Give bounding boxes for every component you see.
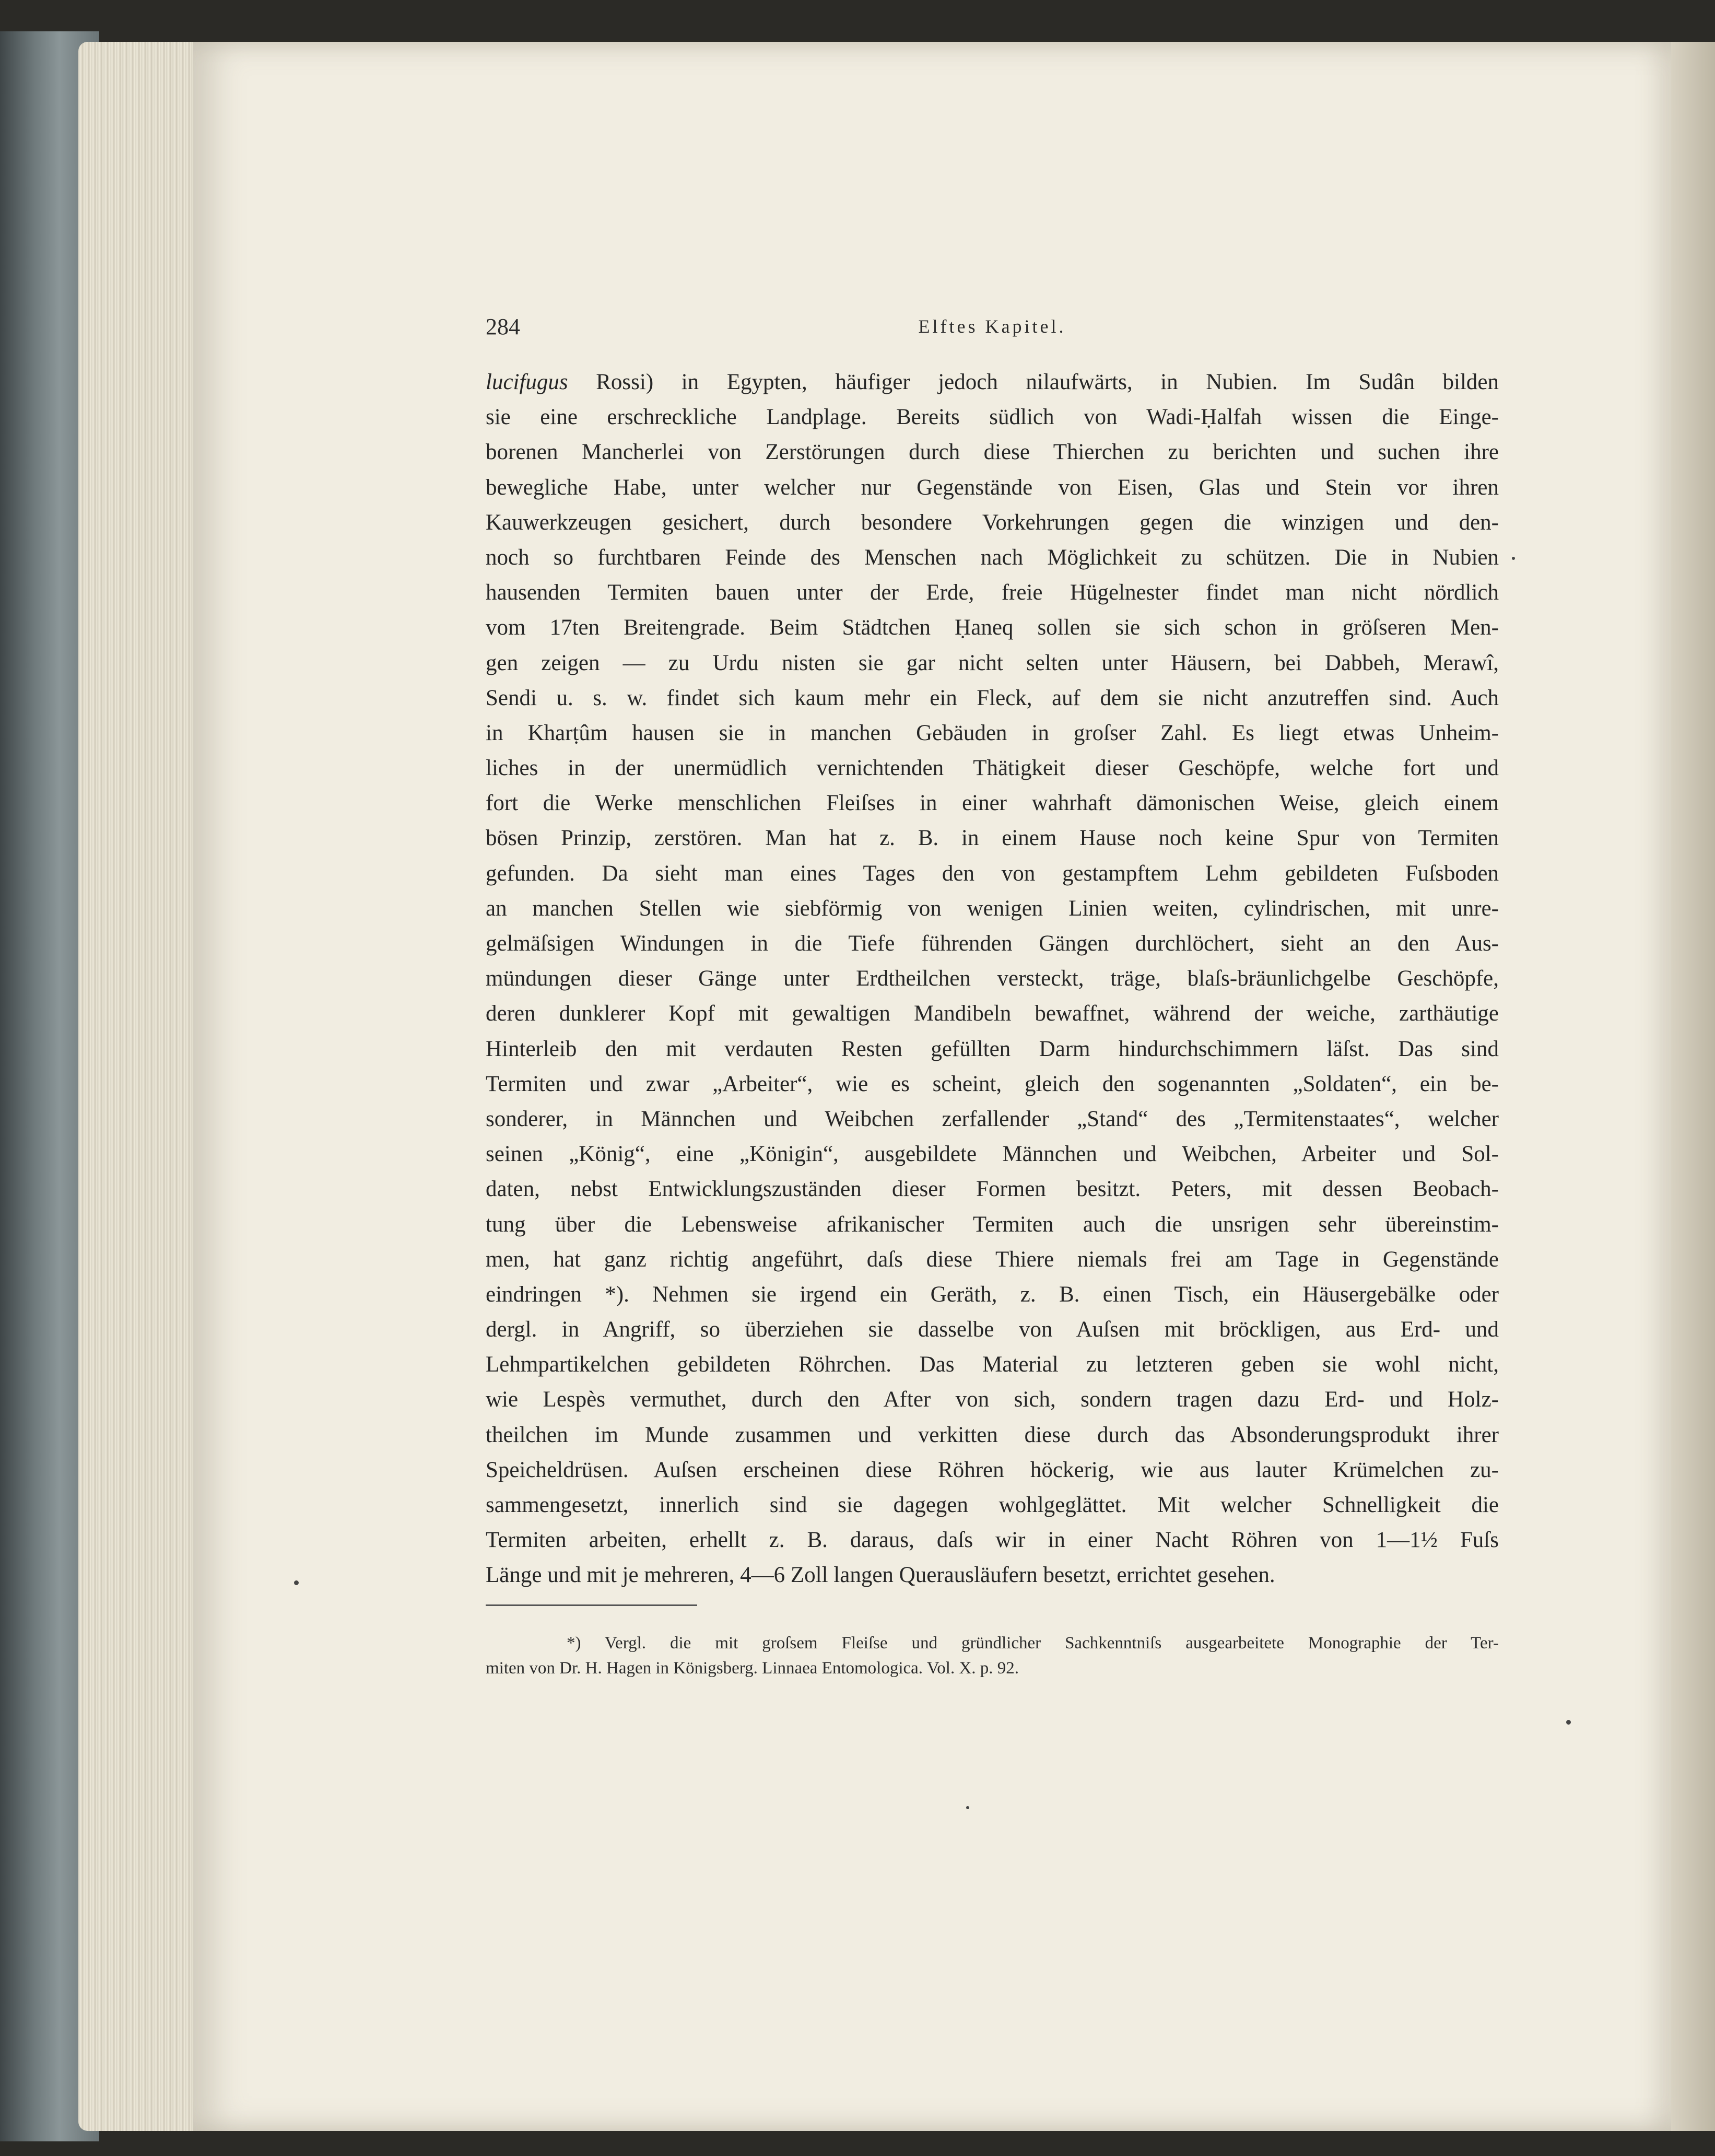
text-line: Sendi u. s. w. findet sich kaum mehr ein Fleck, auf dem sie nicht anzutreffen sind. Auch — [486, 685, 1499, 710]
text-line: mündungen dieser Gänge unter Erdtheilchen versteckt, träge, blaſs-bräunlichgelbe Geschöpfe, — [486, 966, 1499, 991]
facing-page-edge — [1671, 42, 1715, 2131]
text-line: sammengesetzt, innerlich sind sie dagegen wohlgeglättet. Mit welcher Schnelligkeit die — [486, 1493, 1499, 1517]
text-line: bewegliche Habe, unter welcher nur Gegenstände von Eisen, Glas und Stein vor ihren — [486, 475, 1499, 500]
text-line: Termiten arbeiten, erhellt z. B. daraus, daſs wir in einer Nacht Röhren von 1—1½ Fuſs — [486, 1528, 1499, 1553]
footnote-line: miten von Dr. H. Hagen in Königsberg. Linnaea Entomologica. Vol. X. p. 92. — [486, 1659, 1019, 1678]
text-line: fort die Werke menschlichen Fleiſses in einer wahrhaft dämonischen Weise, gleich einem — [486, 791, 1499, 816]
text-line: noch so furchtbaren Feinde des Menschen nach Möglichkeit zu schützen. Die in Nubien — [486, 545, 1499, 570]
text-line: vom 17ten Breitengrade. Beim Städtchen Ḥaneq sollen sie sich schon in gröſseren Men- — [486, 615, 1499, 640]
text-line: lucifugus Rossi) in Egypten, häufiger jedoch nilaufwärts, in Nubien. Im Sudân bilden — [486, 370, 1499, 394]
text-line: men, hat ganz richtig angeführt, daſs diese Thiere niemals frei am Tage in Gegenstände — [486, 1247, 1499, 1272]
text-line: Länge und mit je mehreren, 4—6 Zoll langen Querausläufern besetzt, errichtet gesehen. — [486, 1563, 1275, 1588]
text-line: dergl. in Angriff, so überziehen sie dasselbe von Auſsen mit bröckligen, aus Erd- und — [486, 1317, 1499, 1342]
page-number: 284 — [486, 314, 520, 339]
text-line: bösen Prinzip, zerstören. Man hat z. B. in einem Hause noch keine Spur von Termiten — [486, 826, 1499, 851]
ink-speck — [1512, 557, 1515, 560]
text-line: Termiten und zwar „Arbeiter“, wie es scheint, gleich den sogenannten „Soldaten“, ein be- — [486, 1071, 1499, 1096]
text-line: gelmäſsigen Windungen in die Tiefe führenden Gängen durchlöchert, sieht an den Aus- — [486, 931, 1499, 956]
footnote-divider — [486, 1604, 697, 1606]
ink-speck — [1566, 1720, 1571, 1725]
text-line: wie Lespès vermuthet, durch den After von sich, sondern tragen dazu Erd- und Holz- — [486, 1387, 1499, 1412]
text-line: deren dunklerer Kopf mit gewaltigen Mandibeln bewaffnet, während der weiche, zarthäutige — [486, 1001, 1499, 1026]
body-text — [486, 365, 1499, 1593]
text-line: borenen Mancherlei von Zerstörungen durch diese Thierchen zu berichten und suchen ihre — [486, 440, 1499, 465]
footnote-line: *) Vergl. die mit groſsem Fleiſse und gründlicher Sachkenntniſs ausgearbeitete Monographie der Ter- — [567, 1634, 1499, 1653]
text-line: daten, nebst Entwicklungszuständen dieser Formen besitzt. Peters, mit dessen Beobach- — [486, 1177, 1499, 1202]
text-line: in Kharṭûm hausen sie in manchen Gebäuden in groſser Zahl. Es liegt etwas Unheim- — [486, 720, 1499, 745]
text-line: seinen „König“, eine „Königin“, ausgebildete Männchen und Weibchen, Arbeiter und Sol- — [486, 1142, 1499, 1167]
text-line: sie eine erschreckliche Landplage. Bereits südlich von Wadi-Ḥalfah wissen die Einge- — [486, 405, 1499, 430]
page-edges — [78, 42, 209, 2131]
text-line: Kauwerkzeugen gesichert, durch besondere Vorkehrungen gegen die winzigen und den- — [486, 510, 1499, 535]
text-line: gefunden. Da sieht man eines Tages den von gestampftem Lehm gebildeten Fuſsboden — [486, 861, 1499, 886]
text-line: Hinterleib den mit verdauten Resten gefüllten Darm hindurchschimmern läſst. Das sind — [486, 1036, 1499, 1061]
text-line: theilchen im Munde zusammen und verkitten diese durch das Absonderungsprodukt ihrer — [486, 1422, 1499, 1447]
text-line: an manchen Stellen wie siebförmig von wenigen Linien weiten, cylindrischen, mit unre- — [486, 896, 1499, 921]
footnote — [486, 1631, 1499, 1681]
italic-taxon: lucifugus — [486, 370, 568, 394]
text-line: Speicheldrüsen. Auſsen erscheinen diese Röhren höckerig, wie aus lauter Krümelchen zu- — [486, 1457, 1499, 1482]
running-title: Elftes Kapitel. — [918, 316, 1066, 337]
page-header — [486, 313, 1499, 350]
ink-speck — [966, 1806, 969, 1809]
text-line: hausenden Termiten bauen unter der Erde, freie Hügelnester findet man nicht nördlich — [486, 580, 1499, 605]
text-line: Lehmpartikelchen gebildeten Röhrchen. Das Material zu letzteren geben sie wohl nicht, — [486, 1352, 1499, 1377]
text-line: liches in der unermüdlich vernichtenden Thätigkeit dieser Geschöpfe, welche fort und — [486, 756, 1499, 781]
ink-speck — [294, 1580, 299, 1585]
text-line: eindringen *). Nehmen sie irgend ein Geräth, z. B. einen Tisch, ein Häusergebälke oder — [486, 1282, 1499, 1307]
text-line: sonderer, in Männchen und Weibchen zerfallender „Stand“ des „Termitenstaates“, welcher — [486, 1106, 1499, 1131]
text-line: tung über die Lebensweise afrikanischer Termiten auch die unsrigen sehr übereinstim- — [486, 1212, 1499, 1237]
text-line: gen zeigen — zu Urdu nisten sie gar nicht selten unter Häusern, bei Dabbeh, Merawî, — [486, 650, 1499, 675]
